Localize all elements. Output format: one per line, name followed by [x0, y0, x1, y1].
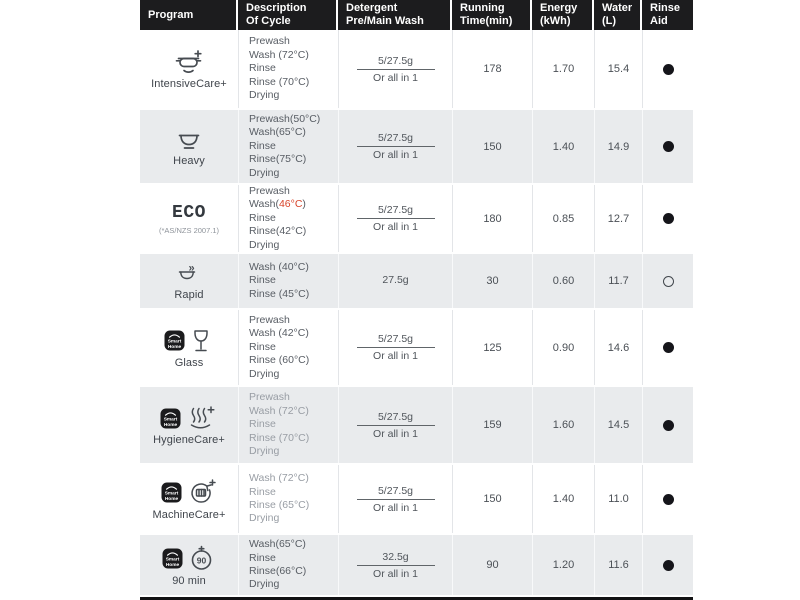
svg-text:Smart: Smart: [165, 557, 180, 563]
energy-cell: 0.60: [532, 254, 594, 308]
cycle-cell: [238, 110, 338, 183]
program-label: Heavy: [173, 154, 205, 167]
rinse-aid-filled-dot-icon: [663, 560, 674, 571]
cycle-line: [249, 76, 338, 89]
cycle-text: Wash (72°C): [249, 404, 309, 417]
rinse-aid-empty-dot-icon: [663, 276, 674, 287]
cycle-text: Rinse (60°C): [249, 354, 310, 367]
cycle-text: Rinse: [249, 340, 276, 353]
cycle-line: [249, 126, 338, 139]
svg-text:Home: Home: [163, 422, 178, 428]
cycle-text: ): [302, 198, 306, 211]
program-label: 90 min: [172, 575, 206, 587]
detergent-amount: 5/27.5g: [357, 55, 435, 70]
rinse-aid-cell: [642, 465, 693, 533]
detergent-alternative: Or all in 1: [373, 427, 418, 440]
cycle-text: Wash (42°C): [249, 327, 309, 340]
cycle-line: [249, 35, 338, 48]
energy-cell: 1.40: [532, 110, 594, 183]
table-row: [140, 385, 693, 465]
clock-90-icon: [186, 543, 216, 573]
water-cell: 14.5: [594, 387, 642, 463]
detergent-alternative: Or all in 1: [373, 71, 418, 84]
cycle-text: Rinse(42°C): [249, 225, 307, 238]
cycle-line: [249, 225, 338, 238]
energy-cell: 1.70: [532, 30, 594, 108]
detergent-alternative: Or all in 1: [373, 567, 418, 580]
energy-cell: 0.90: [532, 310, 594, 385]
cycle-text: Rinse: [249, 62, 276, 75]
cycle-text: Drying: [249, 512, 280, 525]
program-cell: [140, 30, 238, 108]
cycle-text: Rinse (70°C): [249, 431, 310, 444]
cycle-line: [249, 341, 338, 354]
cycle-line: [249, 354, 338, 367]
cycle-text: Rinse: [249, 485, 276, 498]
program-icon-group: [174, 127, 204, 153]
cycle-cell: [238, 535, 338, 595]
rinse-aid-cell: [642, 387, 693, 463]
smart-home-badge: [164, 330, 185, 351]
program-cell: [140, 535, 238, 595]
cycle-text: Drying: [249, 445, 280, 458]
detergent-cell: [338, 387, 452, 463]
dishwasher-program-table: [140, 0, 693, 597]
steam-plus-icon: [184, 404, 218, 432]
detergent-cell: [338, 310, 452, 385]
detergent-amount: 27.5g: [382, 274, 409, 286]
cycle-line: [249, 418, 338, 431]
cycle-cell: [238, 254, 338, 308]
cycle-line: [249, 499, 338, 512]
cycle-text: Wash(65°C): [249, 126, 306, 139]
svg-text:Smart: Smart: [164, 491, 179, 497]
cycle-line: [249, 113, 338, 126]
program-cell: [140, 465, 238, 533]
program-label: Rapid: [174, 289, 204, 301]
cycle-text: Wash(65°C): [249, 538, 306, 551]
detergent-alternative: Or all in 1: [373, 501, 418, 514]
running-time-cell: 159: [452, 387, 532, 463]
cycle-text: Rinse: [249, 274, 276, 287]
cycle-cell: [238, 185, 338, 252]
program-icon-group: [172, 48, 206, 76]
rinse-aid-filled-dot-icon: [663, 213, 674, 224]
machine-care-icon: [185, 477, 217, 507]
cycle-cell: [238, 387, 338, 463]
cycle-text: Drying: [249, 89, 280, 102]
detergent-amount: 5/27.5g: [357, 204, 435, 219]
program-label: IntensiveCare+: [151, 78, 227, 90]
detergent-cell: [338, 465, 452, 533]
detergent-amount: 5/27.5g: [357, 485, 435, 500]
cycle-line: [249, 578, 338, 591]
detergent-cell: [338, 185, 452, 252]
program-cell: [140, 254, 238, 308]
rinse-aid-cell: [642, 535, 693, 595]
cycle-line: [249, 212, 338, 225]
program-icon-group: [162, 543, 216, 573]
cycle-line: [249, 140, 338, 153]
cycle-line: [249, 89, 338, 102]
cycle-text: Prewash: [249, 35, 290, 48]
table-row: [140, 533, 693, 597]
table-header-row: [140, 0, 693, 30]
energy-cell: 1.20: [532, 535, 594, 595]
cycle-line: [249, 512, 338, 525]
cycle-line: [249, 327, 338, 340]
cycle-cell: [238, 465, 338, 533]
cycle-line: [249, 314, 338, 327]
program-icon-group: [160, 404, 218, 432]
program-cell: [140, 387, 238, 463]
smart-home-badge: [160, 408, 181, 429]
running-time-cell: 180: [452, 185, 532, 252]
water-cell: 15.4: [594, 30, 642, 108]
rinse-aid-filled-dot-icon: [663, 64, 674, 75]
rinse-aid-cell: [642, 254, 693, 308]
detergent-cell: [338, 30, 452, 108]
table-row: [140, 185, 693, 252]
program-label: Glass: [174, 356, 204, 369]
cycle-text: Drying: [249, 166, 280, 179]
cycle-text: Prewash(50°C): [249, 112, 321, 125]
cycle-text: Prewash: [249, 313, 290, 326]
cycle-line: [249, 445, 338, 458]
energy-cell: 0.85: [532, 185, 594, 252]
cycle-text: Rinse: [249, 551, 276, 564]
cycle-text: Rinse: [249, 418, 276, 431]
table-row: [140, 252, 693, 310]
running-time-cell: 125: [452, 310, 532, 385]
cycle-line: [249, 405, 338, 418]
running-time-cell: 178: [452, 30, 532, 108]
cycle-line: [249, 538, 338, 551]
pot-sparkle-icon: [172, 48, 206, 76]
eco-logo-text: ECO: [172, 202, 206, 223]
cycle-cell: [238, 310, 338, 385]
running-time-cell: 90: [452, 535, 532, 595]
column-header-program: Program: [140, 0, 238, 30]
cycle-line: [249, 565, 338, 578]
cycle-cell: [238, 30, 338, 108]
cycle-line: [249, 486, 338, 499]
cycle-line: [249, 288, 338, 301]
detergent-alternative: Or all in 1: [373, 221, 418, 234]
smart-home-badge: [162, 548, 183, 569]
column-header-running-time: Running Time(min): [452, 0, 532, 30]
table-row: [140, 30, 693, 108]
cycle-text: Rinse(66°C): [249, 565, 307, 577]
cycle-line: [249, 261, 338, 274]
detergent-amount: 5/27.5g: [357, 333, 435, 348]
cycle-line: [249, 167, 338, 180]
cycle-text: Drying: [249, 578, 280, 591]
energy-cell: 1.40: [532, 465, 594, 533]
cycle-line: [249, 391, 338, 404]
program-icon-group: [164, 327, 214, 355]
cycle-text: Drying: [249, 238, 280, 251]
table-row: [140, 465, 693, 533]
detergent-alternative: Or all in 1: [373, 149, 418, 161]
rinse-aid-cell: [642, 185, 693, 252]
program-cell: [140, 110, 238, 183]
program-cell: [140, 310, 238, 385]
detergent-cell: [338, 254, 452, 308]
program-cell: [140, 185, 238, 252]
svg-text:Smart: Smart: [167, 339, 182, 345]
rinse-aid-cell: [642, 110, 693, 183]
svg-text:Home: Home: [167, 344, 182, 350]
cycle-line: [249, 239, 338, 252]
program-label: HygieneCare+: [153, 434, 225, 446]
rinse-aid-cell: [642, 310, 693, 385]
table-row: [140, 108, 693, 185]
detergent-amount: 5/27.5g: [357, 132, 435, 147]
column-header-energy: Energy (kWh): [532, 0, 594, 30]
cycle-temp-highlight: 46°C: [278, 198, 303, 211]
cycle-line: [249, 153, 338, 166]
running-time-cell: 30: [452, 254, 532, 308]
cycle-line: [249, 432, 338, 445]
cycle-line: [249, 274, 338, 287]
detergent-amount: 32.5g: [357, 551, 435, 566]
smart-home-badge: [161, 482, 182, 503]
detergent-cell: [338, 110, 452, 183]
column-header-description: Description Of Cycle: [238, 0, 338, 30]
svg-text:Home: Home: [164, 496, 179, 502]
cycle-line: [249, 185, 338, 198]
cycle-text: Rinse: [249, 211, 276, 224]
rinse-aid-filled-dot-icon: [663, 342, 674, 353]
cycle-text: Rinse(75°C): [249, 153, 307, 166]
eco-standard-note: (*AS/NZS 2007.1): [158, 225, 220, 235]
cycle-line: [249, 368, 338, 381]
svg-text:Home: Home: [165, 562, 180, 568]
table-row: [140, 310, 693, 385]
bowl-icon: [174, 127, 204, 153]
cycle-text: Wash(: [249, 198, 279, 211]
program-icon-group: [161, 477, 217, 507]
water-cell: 14.6: [594, 310, 642, 385]
cycle-text: Drying: [249, 367, 280, 380]
water-cell: 12.7: [594, 185, 642, 252]
cycle-text: Wash (40°C): [249, 260, 309, 273]
water-cell: 14.9: [594, 110, 642, 183]
rinse-aid-filled-dot-icon: [663, 141, 674, 152]
energy-cell: 1.60: [532, 387, 594, 463]
cycle-text: Rinse (70°C): [249, 75, 310, 88]
cycle-text: Rinse (45°C): [249, 287, 310, 300]
table-body: [140, 30, 693, 597]
water-cell: 11.6: [594, 535, 642, 595]
rinse-aid-filled-dot-icon: [663, 420, 674, 431]
column-header-detergent: Detergent Pre/Main Wash: [338, 0, 452, 30]
cycle-text: Prewash: [249, 185, 290, 197]
svg-text:90: 90: [196, 555, 207, 566]
cycle-text: Rinse (65°C): [249, 499, 310, 511]
cycle-text: Wash (72°C): [249, 48, 309, 61]
rapid-bowl-icon: [173, 261, 205, 287]
svg-text:»: »: [188, 262, 195, 275]
column-header-water: Water (L): [594, 0, 642, 30]
rinse-aid-cell: [642, 30, 693, 108]
running-time-cell: 150: [452, 110, 532, 183]
running-time-cell: 150: [452, 465, 532, 533]
water-cell: 11.0: [594, 465, 642, 533]
cycle-text: Prewash: [249, 391, 290, 404]
program-label: MachineCare+: [152, 509, 226, 521]
cycle-text: Wash (72°C): [249, 472, 309, 485]
water-cell: 11.7: [594, 254, 642, 308]
detergent-alternative: Or all in 1: [373, 350, 418, 362]
cycle-line: [249, 49, 338, 62]
wine-glass-icon: [188, 327, 214, 355]
cycle-line: [249, 552, 338, 565]
cycle-line: [249, 62, 338, 75]
cycle-line: [249, 472, 338, 485]
cycle-line: [249, 198, 338, 211]
cycle-text: Rinse: [249, 139, 276, 152]
detergent-amount: 5/27.5g: [357, 411, 435, 426]
svg-text:Smart: Smart: [163, 417, 178, 423]
detergent-cell: [338, 535, 452, 595]
program-icon-group: [173, 261, 205, 287]
rinse-aid-filled-dot-icon: [663, 494, 674, 505]
column-header-rinse-aid: Rinse Aid: [642, 0, 693, 30]
